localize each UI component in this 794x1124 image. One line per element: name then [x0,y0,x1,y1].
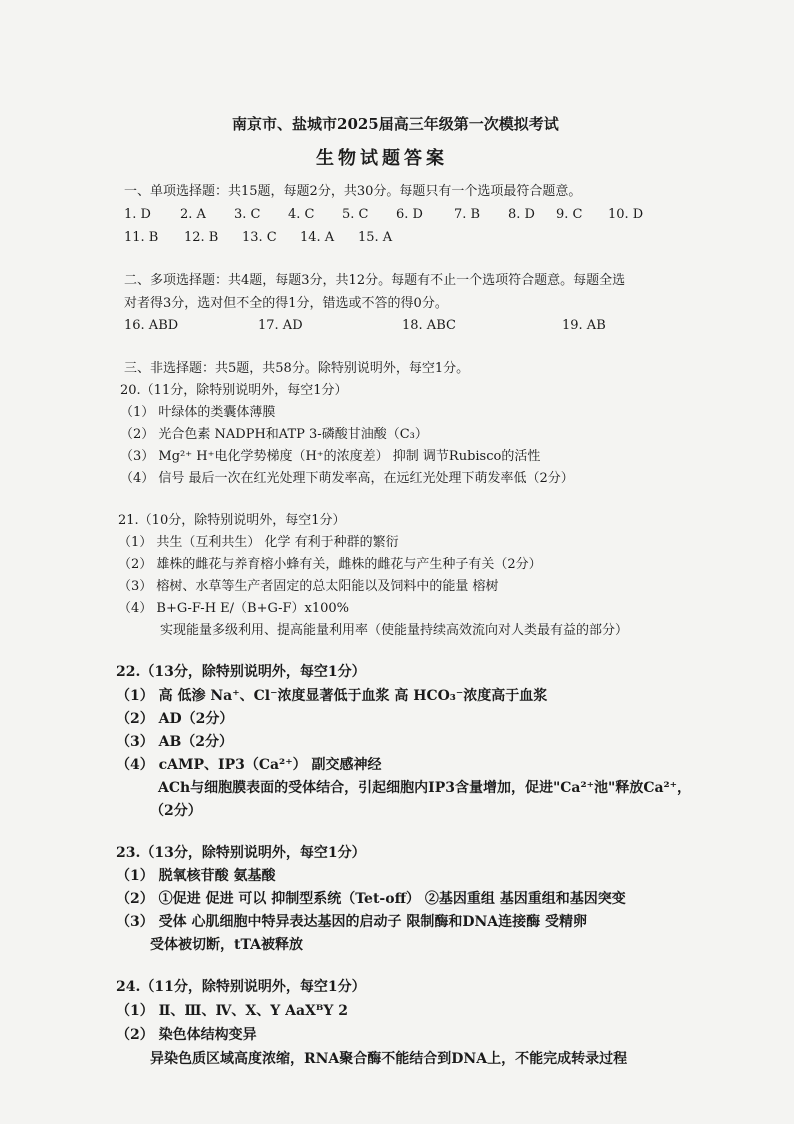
q22-line2: （2） AD（2分） [116,711,234,727]
document-title: 南京市、盐城市2025届高三年级第一次模拟考试 [232,115,559,133]
section2-heading-line1: 二、多项选择题：共4题，每题3分，共12分。每题有不止一个选项符合题意。每题全选 [124,273,626,288]
q23-line4: 受体被切断，tTA被释放 [150,937,303,953]
answer-item: 15. A [358,230,393,245]
answer-item: 7. B [454,207,481,222]
q23-line3: （3） 受体 心肌细胞中特异表达基因的启动子 限制酶和DNA连接酶 受精卵 [116,914,588,930]
answer-item: 6. D [396,207,423,222]
answer-item: 11. B [124,230,159,245]
answer-item: 17. AD [258,318,303,333]
section1-answers-row2 [124,230,454,246]
q23-heading: 23.（13分，除特别说明外，每空1分） [116,845,366,861]
q21-line3: （3） 榕树、水草等生产者固定的总太阳能以及饲料中的能量 榕树 [118,579,499,594]
answer-item: 16. ABD [124,318,179,333]
answer-item: 18. ABC [402,318,456,333]
q20-line4: （4） 信号 最后一次在红光处理下萌发率高，在远红光处理下萌发率低（2分） [120,471,574,486]
q22-line5: ACh与细胞膜表面的受体结合，引起细胞内IP3含量增加，促进"Ca²⁺池"释放Ca²⁺， [158,780,692,796]
answer-item: 8. D [508,207,535,222]
answer-item: 12. B [184,230,219,245]
answer-item: 13. C [242,230,277,245]
q23-line1: （1） 脱氧核苷酸 氨基酸 [116,868,276,884]
q22-line3: （3） AB（2分） [116,734,234,750]
q22-line1: （1） 高 低渗 Na⁺、Cl⁻浓度显著低于血浆 高 HCO₃⁻浓度高于血浆 [116,688,548,704]
q21-line5: 实现能量多级利用、提高能量利用率（使能量持续高效流向对人类最有益的部分） [160,623,629,638]
section3-heading: 三、非选择题：共5题，共58分。除特别说明外，每空1分。 [124,361,470,376]
q22-line6: （2分） [150,803,202,819]
q24-line3: 异染色质区域高度浓缩，RNA聚合酶不能结合到DNA上，不能完成转录过程 [150,1051,628,1067]
document-subtitle: 生物试题答案 [316,148,448,169]
q22-line4: （4） cAMP、IP3（Ca²⁺） 副交感神经 [116,757,382,773]
q24-line1: （1） Ⅱ、Ⅲ、Ⅳ、X、Y AaXᴮY 2 [116,1003,348,1019]
q21-heading: 21.（10分，除特别说明外，每空1分） [118,513,346,528]
q20-line2: （2） 光合色素 NADPH和ATP 3-磷酸甘油酸（C₃） [120,427,428,442]
q20-line3: （3） Mg²⁺ H⁺电化学势梯度（H⁺的浓度差） 抑制 调节Rubisco的活性 [120,449,541,464]
q21-line1: （1） 共生（互利共生） 化学 有利于种群的繁衍 [118,535,399,550]
q20-line1: （1） 叶绿体的类囊体薄膜 [120,405,276,420]
answer-item: 10. D [608,207,644,222]
answer-item: 1. D [124,207,151,222]
q22-heading: 22.（13分，除特别说明外，每空1分） [116,664,366,680]
section2-heading-line2: 对者得3分，选对但不全的得1分，错选或不答的得0分。 [124,296,448,311]
section1-answers-row1 [124,207,684,223]
answer-item: 19. AB [562,318,606,333]
q23-line2: （2） ①促进 促进 可以 抑制型系统（Tet-off） ②基因重组 基因重组和基因突变 [116,891,626,907]
answer-item: 9. C [556,207,583,222]
q20-heading: 20.（11分，除特别说明外，每空1分） [120,383,348,398]
answer-item: 4. C [288,207,315,222]
section1-heading: 一、单项选择题：共15题，每题2分，共30分。每题只有一个选项最符合题意。 [124,184,582,199]
q21-line2: （2） 雄株的雌花与养育榕小蜂有关，雌株的雌花与产生种子有关（2分） [118,557,542,572]
answer-item: 14. A [300,230,335,245]
answer-item: 5. C [342,207,369,222]
section2-answers [124,318,624,334]
answer-item: 2. A [180,207,206,222]
q24-heading: 24.（11分，除特别说明外，每空1分） [116,979,366,995]
answer-item: 3. C [234,207,261,222]
q21-line4: （4） B+G-F-H E/（B+G-F）x100% [118,601,350,616]
q24-line2: （2） 染色体结构变异 [116,1027,257,1043]
